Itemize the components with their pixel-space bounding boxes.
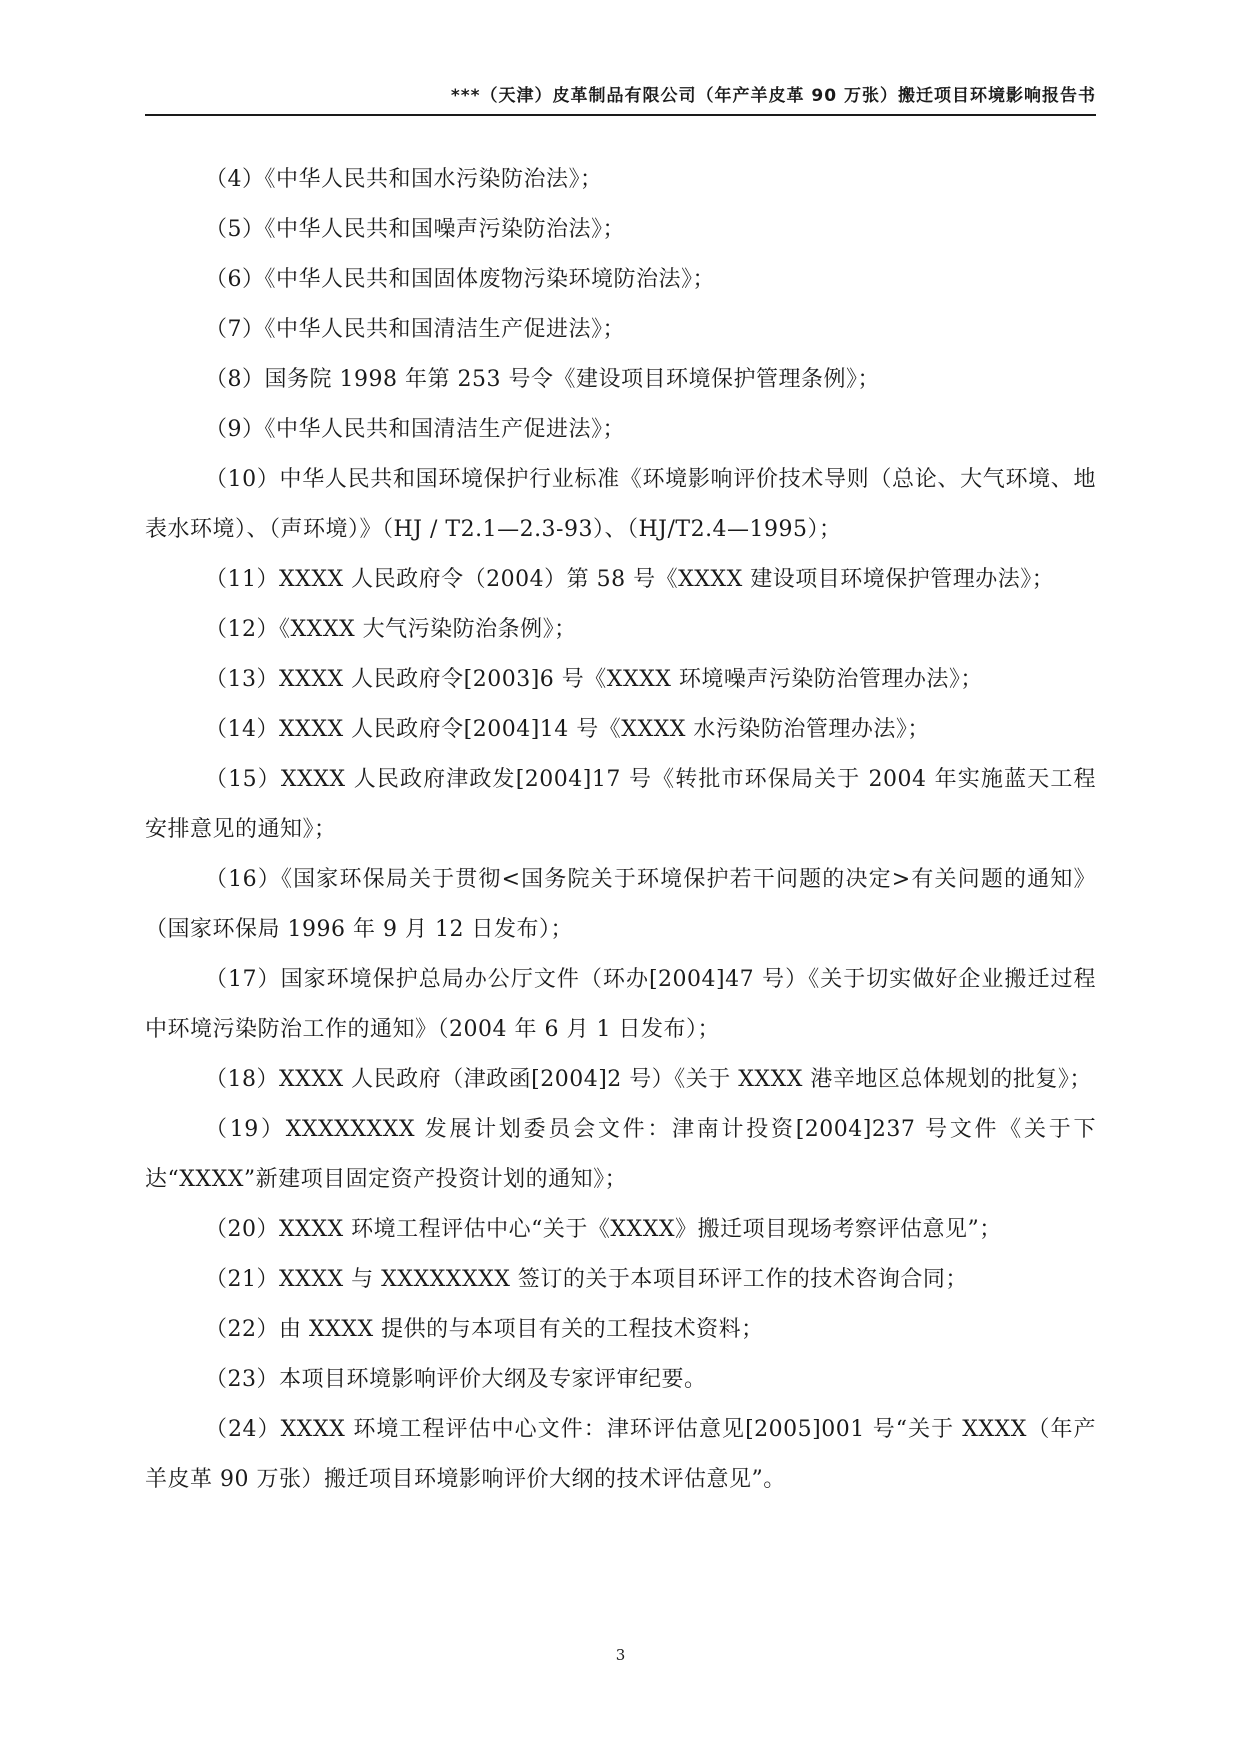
document-body — [145, 155, 1096, 1505]
reference-item-8: （8）国务院 1998 年第 253 号令《建设项目环境保护管理条例》； — [205, 367, 880, 392]
reference-item-9: （9）《中华人民共和国清洁生产促进法》； — [205, 417, 625, 442]
header-divider — [145, 114, 1096, 116]
reference-item-6: （6）《中华人民共和国固体废物污染环境防治法》； — [205, 267, 715, 292]
page-number: 3 — [615, 1646, 626, 1664]
reference-item-21: （21）XXXX 与 XXXXXXXX 签订的关于本项目环评工作的技术咨询合同； — [205, 1267, 968, 1292]
reference-item-20: （20）XXXX 环境工程评估中心“关于《XXXX》搬迁项目现场考察评估意见”； — [205, 1217, 1002, 1242]
reference-item-7: （7）《中华人民共和国清洁生产促进法》； — [205, 317, 625, 342]
reference-item-10: （10）中华人民共和国环境保护行业标准《环境影响评价技术导则（总论、大气环境、地表水环境）、（声环境）》（HJ / T2.1—2.3-93）、（HJ/T2.4—1995）； — [145, 467, 1096, 542]
reference-item-19: （19）XXXXXXXX 发展计划委员会文件：津南计投资[2004]237 号文件《关于下达“XXXX”新建项目固定资产投资计划的通知》； — [145, 1117, 1096, 1192]
reference-item-4: （4）《中华人民共和国水污染防治法》； — [205, 167, 603, 192]
reference-item-12: （12）《XXXX 大气污染防治条例》； — [205, 617, 577, 642]
reference-item-24: （24）XXXX 环境工程评估中心文件：津环评估意见[2005]001 号“关于 XXXX（年产羊皮革 90 万张）搬迁项目环境影响评价大纲的技术评估意见”。 — [145, 1417, 1096, 1492]
reference-item-17: （17）国家环境保护总局办公厅文件（环办[2004]47 号）《关于切实做好企业搬迁过程中环境污染防治工作的通知》（2004 年 6 月 1 日发布）； — [145, 967, 1096, 1042]
reference-item-16: （16）《国家环保局关于贯彻<国务院关于环境保护若干问题的决定>有关问题的通知》（国家环保局 1996 年 9 月 12 日发布）； — [145, 867, 1096, 942]
reference-item-22: （22）由 XXXX 提供的与本项目有关的工程技术资料； — [205, 1317, 764, 1342]
reference-item-11: （11）XXXX 人民政府令（2004）第 58 号《XXXX 建设项目环境保护管理办法》； — [205, 567, 1055, 592]
reference-item-23: （23）本项目环境影响评价大纲及专家评审纪要。 — [205, 1367, 707, 1392]
running-header: ***（天津）皮革制品有限公司（年产羊皮革 90 万张）搬迁项目环境影响报告书 — [450, 86, 1096, 106]
reference-item-15: （15）XXXX 人民政府津政发[2004]17 号《转批市环保局关于 2004 年实施蓝天工程安排意见的通知》； — [145, 767, 1096, 842]
reference-item-18: （18）XXXX 人民政府（津政函[2004]2 号）《关于 XXXX 港辛地区总体规划的批复》； — [205, 1067, 1092, 1092]
reference-item-14: （14）XXXX 人民政府令[2004]14 号《XXXX 水污染防治管理办法》； — [205, 717, 930, 742]
reference-item-5: （5）《中华人民共和国噪声污染防治法》； — [205, 217, 625, 242]
reference-item-13: （13）XXXX 人民政府令[2003]6 号《XXXX 环境噪声污染防治管理办法》； — [205, 667, 983, 692]
